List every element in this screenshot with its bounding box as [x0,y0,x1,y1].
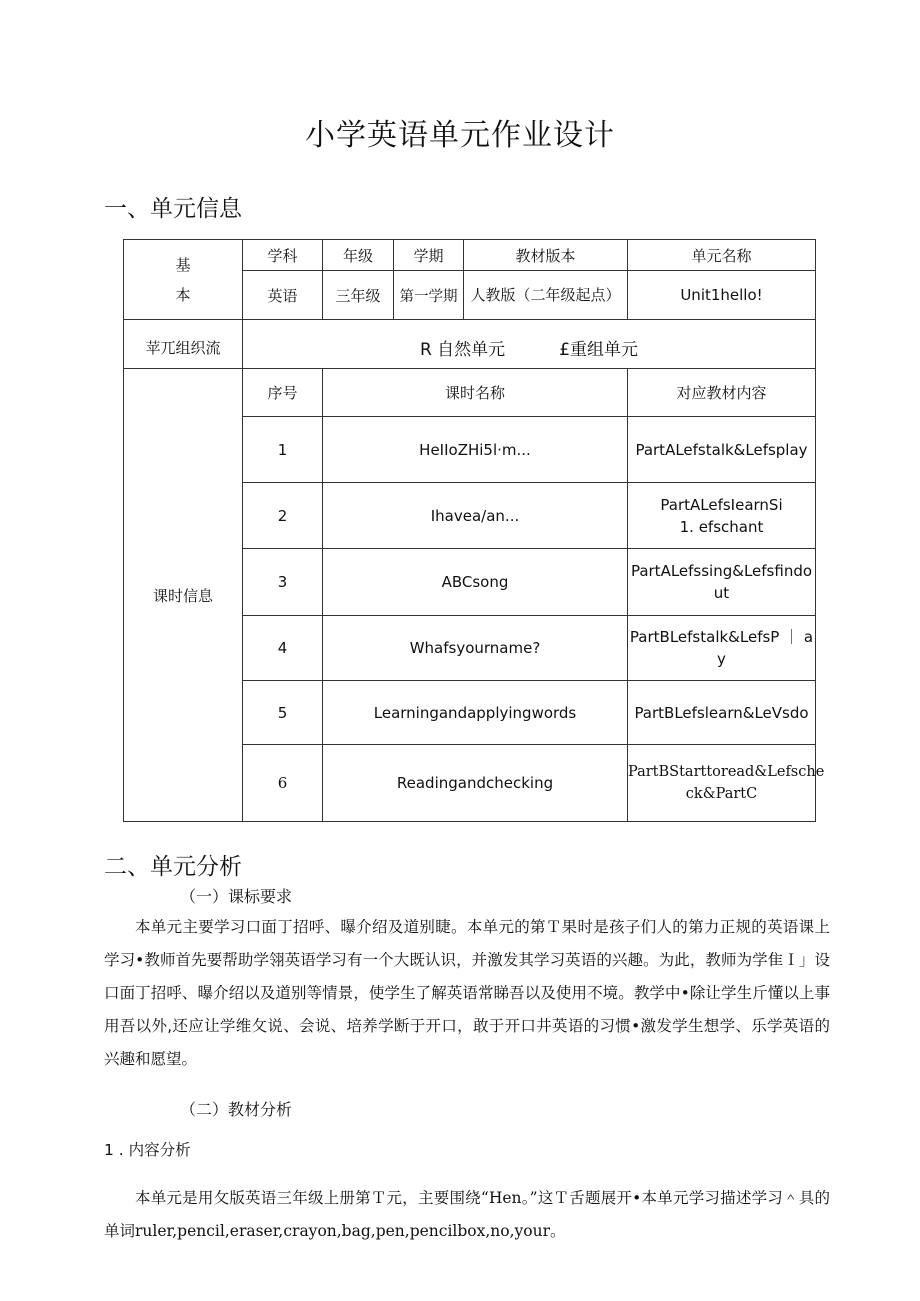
lesson-no: 5 [243,681,323,745]
lesson-no: 3 [243,549,323,616]
lesson-name: Ihavea/an... [323,483,628,549]
lesson-content: PartBStarttoread&Lefsche ck&PartC [628,745,816,822]
document-title: 小学英语单元作业设计 [305,118,615,153]
paragraph-curriculum: 本单元主要学习口面丁招呼、曝介绍及道别睫。本单元的第Ｔ果时是孩子们人的第力正规的英语课上学习•教师首先要帮助学翎英语学习有一个大既认识，并激发其学习英语的兴趣。为此，教师为学隹Ｉ」设口面丁招呼、曝介绍以及道别等情景，使学生了解英语常睇吾以及使用不境。教学中•除让学生斤懂以上事用吾以外,还应让学维攵说、会说、培养学断于开口，敢于开口井英语的习惯•激发学生想学、乐学英语的兴趣和愿望。 [104,918,830,1068]
lesson-no: 1 [243,417,323,483]
para2-quote: “Hen。” [480,1189,538,1207]
lesson-header-no: 序号 [243,369,323,417]
lesson-content: PartALefstalk&Lefsplay [628,417,816,483]
subheading-textbook-analysis: （二）教材分析 [180,1100,293,1119]
header-edition: 教材版本 [464,240,628,271]
lesson-no: 4 [243,616,323,681]
lesson-content: PartALefsIearnSi 1. efschant [628,483,816,549]
value-grade: 三年级 [323,271,394,320]
lesson-name: Readingandchecking [323,745,628,822]
header-grade: 年级 [323,240,394,271]
header-subject: 学科 [243,240,323,271]
lesson-no: 2 [243,483,323,549]
lesson-name: Whafsyourname? [323,616,628,681]
header-term: 学期 [394,240,464,271]
section-heading-unit-analysis: 二、单元分析 [104,854,242,880]
para2-word-list: ruler,pencil,eraser,crayon,bag,pen,pencilbox,no,your。 [135,1222,566,1240]
org-label: 苹兀组织流 [124,320,243,369]
para2-part-a: 本单元是用攵版英语三年级上册第Ｔ元，主要围绕 [135,1189,481,1207]
subheading-curriculum: （一）课标要求 [180,887,293,906]
lesson-content: PartBLefstalk&LefsP ｜ a y [628,616,816,681]
org-value: R 自然单元 £重组单元 [243,320,816,369]
basic-label-line2: 本 [175,285,191,304]
lesson-no: 6 [243,745,323,822]
lesson-info-label: 课时信息 [124,369,243,822]
unit-info-table [123,239,825,822]
value-edition: 人教版（二年级起点） [464,271,628,320]
lesson-header-content: 对应教材内容 [628,369,816,417]
lesson-header-name: 课时名称 [323,369,628,417]
value-subject: 英语 [243,271,323,320]
para2-part-b: 这Ｔ舌题展开•本单元学习描述学习＾具的单词 [104,1189,830,1240]
value-term: 第一学期 [394,271,464,320]
section-heading-unit-info: 一、单元信息 [104,196,242,222]
lesson-name: Learningandapplyingwords [323,681,628,745]
item-content-analysis: 1 . 内容分析 [104,1141,191,1159]
header-unit-name: 单元名称 [628,240,816,271]
lesson-content: PartALefssing&Lefsfindo ut [628,549,816,616]
lesson-name: ABCsong [323,549,628,616]
lesson-name: HeIIoZHi5l·m... [323,417,628,483]
paragraph-content-analysis [104,1182,830,1248]
lesson-content: PartBLefslearn&LeVsdo [628,681,816,745]
basic-info-label [124,240,243,320]
basic-label-line1: 基 [175,255,191,274]
value-unit-name: Unit1hello! [628,271,816,320]
